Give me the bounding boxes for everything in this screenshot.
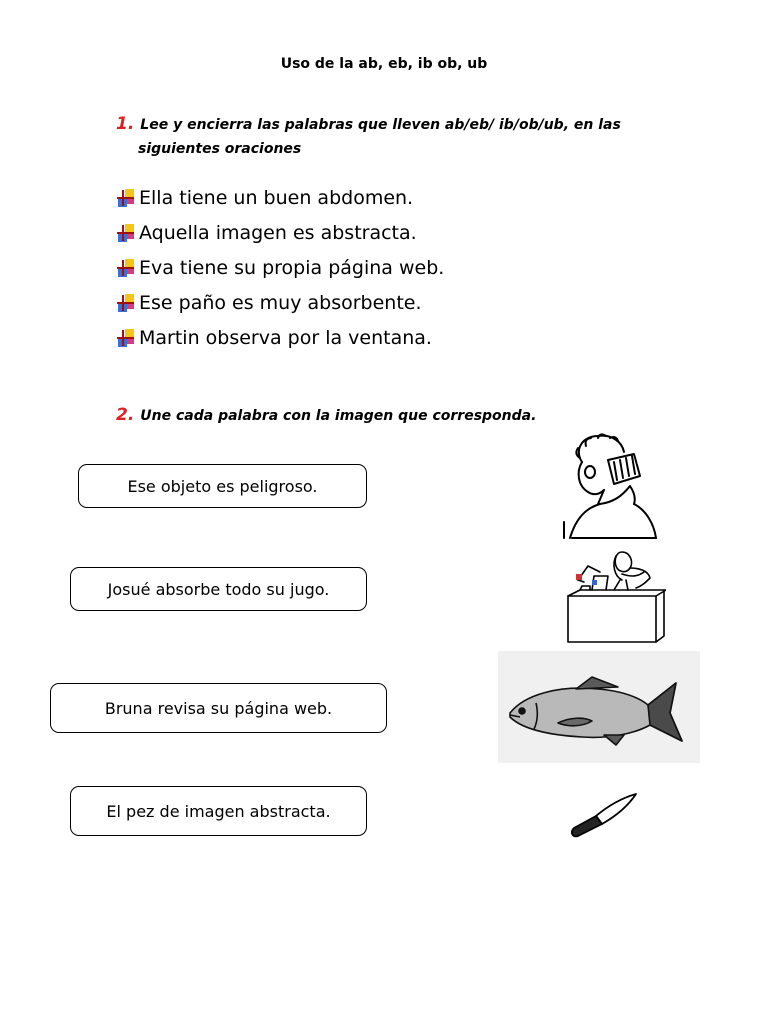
list-item xyxy=(116,180,444,215)
fish-icon[interactable] xyxy=(498,651,700,763)
page-title: Uso de la ab, eb, ib ob, ub xyxy=(280,56,488,72)
match-box-4[interactable]: El pez de imagen abstracta. xyxy=(70,786,367,836)
match-box-3[interactable]: Bruna revisa su página web. xyxy=(50,683,387,733)
exercise-1-instruction xyxy=(116,112,621,161)
exercise-1-line2: siguientes oraciones xyxy=(138,141,302,157)
sentence-text: Ella tiene un buen abdomen. xyxy=(139,186,414,209)
list-item xyxy=(116,250,444,285)
exercise-2-text: Une cada palabra con la imagen que corresponda. xyxy=(140,408,537,424)
bullet-icon xyxy=(116,258,136,278)
match-box-2[interactable]: Josué absorbe todo su jugo. xyxy=(70,567,367,611)
exercise-1-line1: Lee y encierra las palabras que lleven ab/eb/ ib/ob/ub, en las xyxy=(140,117,621,133)
bullet-icon xyxy=(116,293,136,313)
girl-at-desk-icon[interactable] xyxy=(556,546,666,646)
bullet-icon xyxy=(116,328,136,348)
knife-icon[interactable] xyxy=(566,792,638,838)
bullet-icon xyxy=(116,188,136,208)
sentence-text: Eva tiene su propia página web. xyxy=(139,256,445,279)
list-item xyxy=(116,285,444,320)
match-box-1[interactable]: Ese objeto es peligroso. xyxy=(78,464,367,508)
exercise-2-instruction xyxy=(116,403,536,428)
exercise-1-number: 1. xyxy=(116,114,135,134)
sentence-text: Ese paño es muy absorbente. xyxy=(139,291,422,314)
sentence-text: Martin observa por la ventana. xyxy=(139,326,432,349)
list-item xyxy=(116,320,444,355)
sentence-text: Aquella imagen es abstracta. xyxy=(139,221,417,244)
bullet-icon xyxy=(116,223,136,243)
exercise-2-number: 2. xyxy=(116,405,135,425)
sentence-list xyxy=(116,180,444,355)
list-item xyxy=(116,215,444,250)
child-drinking-icon[interactable] xyxy=(560,432,660,540)
